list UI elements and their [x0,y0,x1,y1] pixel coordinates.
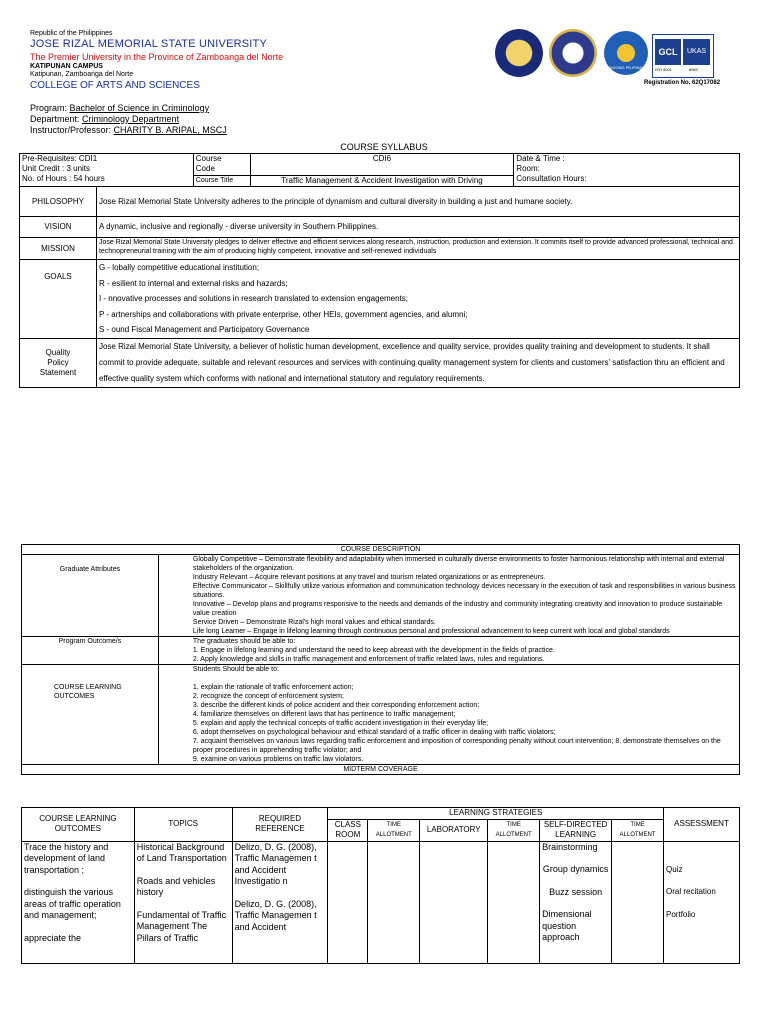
program-label: Program: [30,103,70,113]
header-time-allotment: TIME ALLOTMENT [488,819,540,841]
vision-text: A dynamic, inclusive and regionally - diverse university in Southern Philippines. [96,217,739,238]
clo-item: 6. adopt themselves on psychological behaviour and ethical standard of a traffic officer in dealing with traffic violators; [192,729,556,736]
instructor-value: CHARITY B. ARIPAL, MSCJ [113,125,227,135]
header-assessment: ASSESSMENT [664,808,740,842]
clo-item: 3. describe the different kinds of police accident and their corresponding enforcement action; [192,702,480,709]
course-code-label: Course Code [194,154,250,176]
midterm-title: MIDTERM COVERAGE [22,765,740,775]
clo-cell [22,841,135,963]
self-entry: Group dynamics [542,864,609,874]
classroom-cell [328,841,368,963]
gear-seal-icon [604,31,648,75]
clo-item: 1. explain the rationale of traffic enforcement action; [192,684,354,691]
clo-item: 5. explain and apply the technical concepts of traffic accident investigation in their everyday life; [192,720,489,727]
assessment-entry: Quiz [666,864,683,874]
clo-entry: distinguish the various areas of traffic operation and management; [24,887,121,920]
department-label: Department: [30,114,83,124]
clo-item: 9. examine on various problems on traffic law violators. [192,756,364,763]
iso-text: ISO 9001 [655,67,672,72]
schedule-cell [514,154,740,187]
self-gap [542,898,609,909]
ga-item: Life long Learner – Engage in lifelong learning through continuous personal and professional advancement to keep current with local and global standards [192,628,670,635]
time-cell [488,841,540,963]
syllabus-title: COURSE SYLLABUS [340,142,428,152]
instructor-line [30,125,227,136]
hours-text: No. of Hours : 54 hours [22,174,105,183]
course-label-cell [193,154,250,187]
mission-label: MISSION [20,238,97,260]
goals-label: GOALS [20,260,97,339]
clo-gap [24,876,132,887]
goal-item: P - artnerships and collaborations with private enterprise, other HEIs, government agencies, and alumni; [98,309,468,319]
clo-item: Students Should be able to: [192,666,279,673]
gcl-logo-text: GCL [655,39,681,65]
goals-list [96,260,739,339]
course-code-value: CDI6 [251,154,514,176]
ukas-number: 8963 [689,67,698,72]
instructor-label: Instructor/Professor: [30,125,114,135]
clo-item: 2. recognize the concept of enforcement system; [192,693,344,700]
topic-gap [137,865,230,876]
self-entry: Brainstorming [542,841,598,852]
department-line [30,114,179,125]
self-gap [542,853,609,864]
college-name: COLLEGE OF ARTS AND SCIENCES [30,80,200,91]
bagong-label: BAGONG PILIPINAS [607,65,645,70]
self-gap [542,876,609,887]
assessment-entry: Oral recitation [666,887,716,896]
header-laboratory: LABORATORY [420,819,488,841]
header-classroom: CLASS ROOM [328,819,368,841]
self-directed-cell [540,841,612,963]
ga-item: Service Driven – Demonstrate Rizal's high moral values and ethical standards. [192,619,436,626]
program-outcomes-label: Program Outcome/s [22,637,159,665]
po-item: The graduates should be able to: [192,638,296,645]
topic-entry: Historical Background of Land Transportation [136,841,227,863]
program-line [30,103,209,114]
goal-item: S - ound Fiscal Management and Participatory Governance [98,325,310,334]
header-reference: REQUIRED REFERENCE [232,808,328,842]
republic-text: Republic of the Philippines [30,30,113,37]
course-title-value: Traffic Management & Accident Investigation with Driving [281,176,483,185]
registration-number: Registration No. 62Q17082 [644,80,721,86]
reference-gap [235,888,326,899]
course-meta [20,154,194,187]
ukas-logo-text: UKAS [683,39,710,65]
clo-entry: appreciate the [24,932,82,943]
header-topics: TOPICS [134,808,232,842]
clo-item: 7. acquaint themselves on various laws regarding traffic enforcement and imposition of corresponding penalty without court intervention; 8. demonstrate themselves on the proper procedures in apprehending traffic violator; and [192,738,721,754]
reference-entry: Delizo, D. G. (2008), Traffic Managemen t and Accident [234,898,317,932]
campus-name: KATIPUNAN CAMPUS [30,63,103,70]
reference-entry: Delizo, D. G. (2008), Traffic Managemen t and Accident Investigatio n [234,841,317,886]
time-cell [368,841,420,963]
date-time-text: Date & Time : [516,154,565,163]
vision-label: VISION [20,217,97,238]
prereq-text: Pre-Requisites: CDI1 [22,154,98,163]
topics-cell [134,841,232,963]
program-outcomes-list [158,637,739,665]
self-entry: Dimensional question approach [542,909,592,942]
certification-badge [652,34,714,78]
university-tagline: The Premier University in the Province of Zamboanga del Norte [30,52,284,62]
clo-entry: Trace the history and development of land transportation ; [24,841,109,875]
room-text: Room: [516,164,540,173]
goal-item: I - nnovative processes and solutions in research translated to extension engagements; [98,294,409,303]
clo-label: COURSE LEARNING OUTCOMES [22,665,159,765]
course-title-label: Course Title [195,177,234,184]
philosophy-label: PHILOSOPHY [20,187,97,217]
time-cell [612,841,664,963]
consultation-text: Consultation Hours: [516,174,587,183]
midterm-table [21,807,740,964]
quality-label: Quality Policy Statement [20,338,97,387]
course-description-title: COURSE DESCRIPTION [22,545,740,555]
course-description-table [21,544,740,775]
reference-cell [232,841,328,963]
ga-item: Effective Communicator – Skillfully utilize various information and communication technology devices necessary in the execution of task and responsibilities in various business situations. [192,583,736,599]
quality-text: Jose Rizal Memorial State University, a believer of holistic human development, excellence and quality service, provides quality training and development to students. It shall commit to provide adequate, suitable and relevant resources and services with continuing quality management system for clients and customers' satisfaction thru an efficient and effective quality system which conforms with national and international statutory and regulatory requirements. [96,338,739,387]
header-self-directed: SELF-DIRECTED LEARNING [540,819,612,841]
campus-location: Katipunan, Zamboanga del Norte [30,71,134,78]
laboratory-cell [420,841,488,963]
assessment-gap [666,898,737,909]
graduate-attributes-label: Graduate Attributes [22,555,159,637]
unit-credit-text: Unit Credit : 3 units [22,164,91,173]
course-value-cell [250,154,514,187]
assessment-gap [666,875,737,886]
syllabus-table [19,153,740,388]
college-seal-icon [549,29,597,77]
university-name: JOSE RIZAL MEMORIAL STATE UNIVERSITY [30,38,268,50]
ga-item: Innovative – Develop plans and programs responsive to the needs and demands of the industry and community integrating creativity and innovation to produce sustainable value creation [192,601,723,617]
po-item: 1. Engage in lifelong learning and understand the need to keep abreast with the development in the fields of practice. [192,647,555,654]
mission-text: Jose Rizal Memorial State University pledges to deliver effective and efficient services along research, instruction, production and extension. It commits itself to provide advanced professional, technical and technopreneurial training with the aim of producing highly competent, innovative and self-renewed individuals [96,238,739,260]
topic-entry: Fundamental of Traffic Management The Pillars of Traffic [136,909,227,943]
assessment-entry: Portfolio [666,909,696,919]
topic-entry: Roads and vehicles history [136,875,216,897]
program-value: Bachelor of Science in Criminology [69,103,210,113]
header-time-allotment: TIME ALLOTMENT [368,819,420,841]
ga-item: Globally Competitive – Demonstrate flexibility and adaptability when immersed in culturally diverse environments to foster harmonious relationship with internal and external stakeholders of the organization. [192,556,725,572]
clo-list [158,665,739,765]
goal-item: G - lobally competitive educational institution; [98,263,260,272]
university-seal-icon [495,29,543,77]
goal-item: R - esilient to internal and external risks and hazards; [98,278,288,288]
self-entry: Buzz session [549,886,603,897]
assessment-cell [664,841,740,963]
ga-item: Industry Relevant – Acquire relevant positions at any travel and tourism related organizations or as entrepreneurs. [192,574,546,581]
header-learning-strategies: LEARNING STRATEGIES [328,808,664,820]
clo-spacer [193,674,737,683]
clo-item: 4. familiarize themselves on different laws that has pertinence to traffic management; [192,711,456,718]
philosophy-text: Jose Rizal Memorial State University adheres to the principle of dynamism and cultural diversity in building a just and humane society. [96,187,739,217]
clo-gap [24,922,132,933]
po-item: 2. Apply knowledge and skills in traffic management and enforcement of traffic related laws, rules and regulations. [192,656,545,663]
department-value: Criminology Department [82,114,180,124]
topic-gap [137,899,230,910]
graduate-attributes-list [158,555,739,637]
header-clo: COURSE LEARNING OUTCOMES [22,808,135,842]
header-time-allotment: TIME ALLOTMENT [612,819,664,841]
